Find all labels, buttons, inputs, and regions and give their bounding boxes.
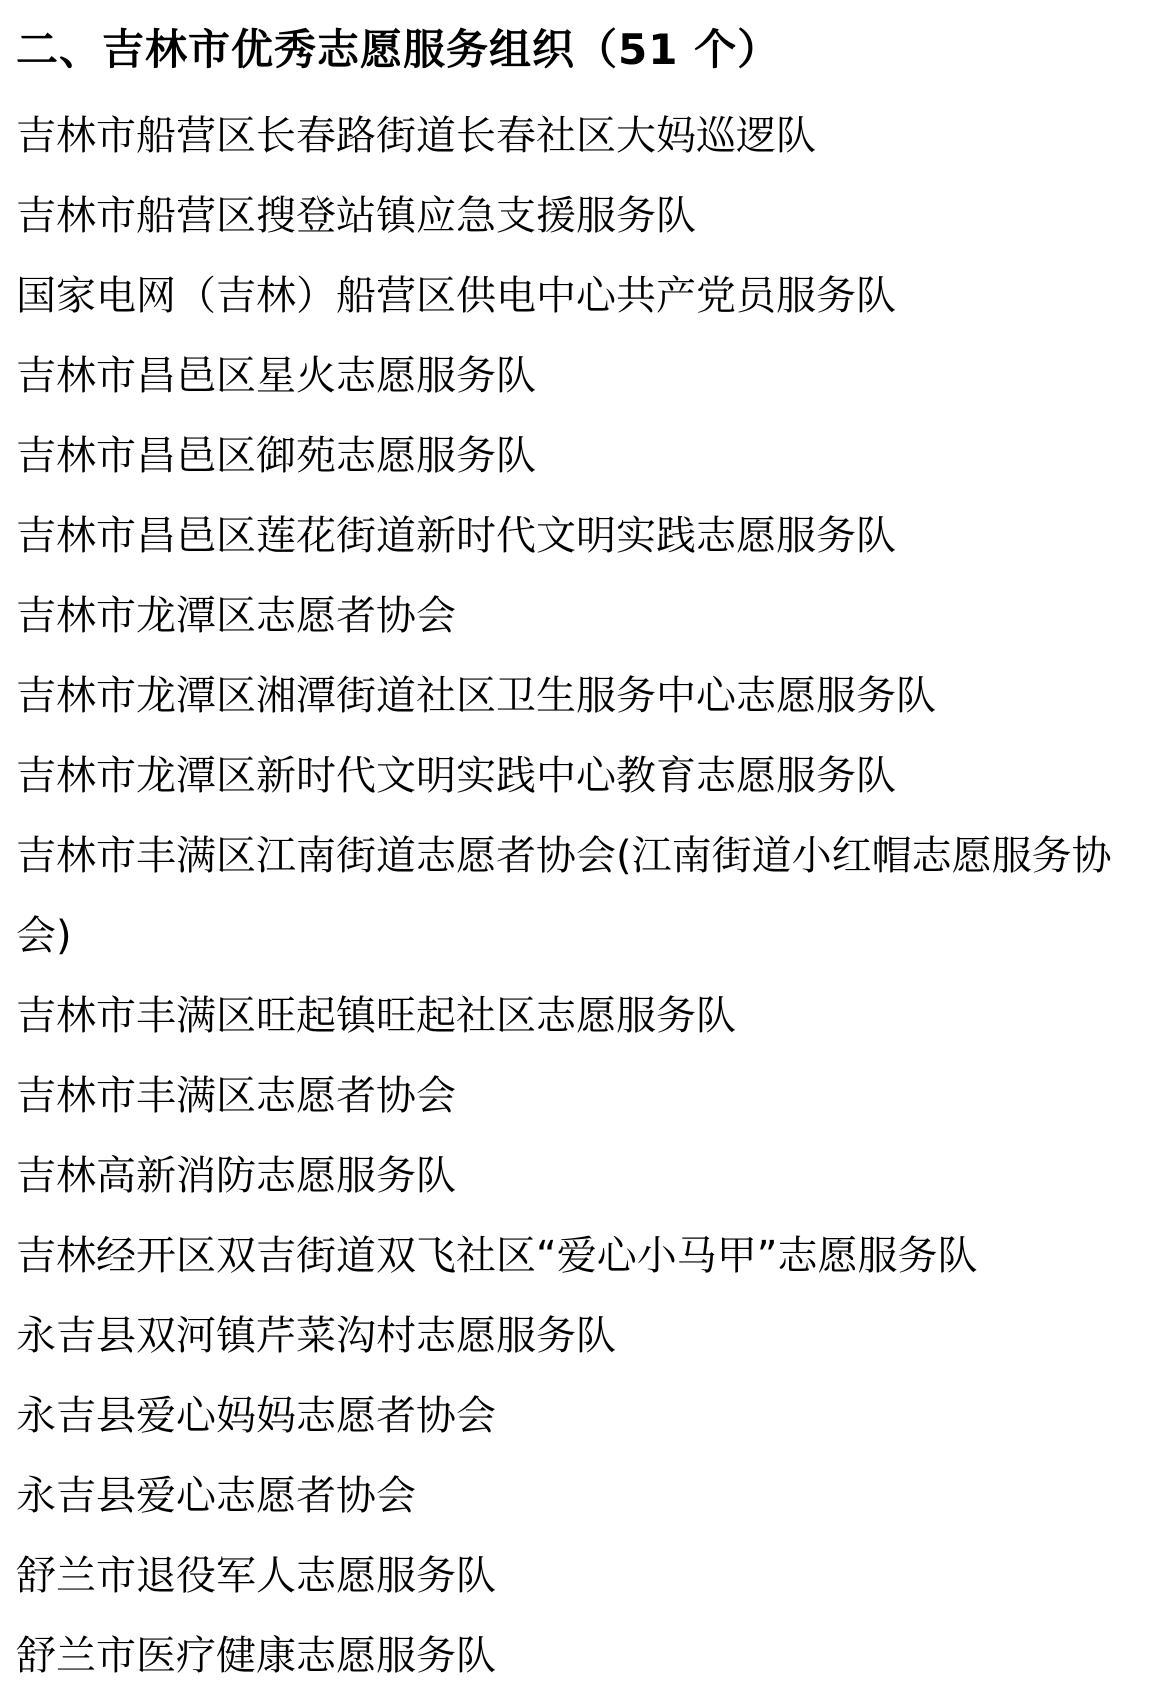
organization-item: 吉林市丰满区志愿者协会 [16,1073,456,1119]
organization-item: 舒兰市医疗健康志愿服务队 [16,1633,496,1679]
organization-item: 吉林市龙潭区湘潭街道社区卫生服务中心志愿服务队 [16,673,936,719]
organization-item: 永吉县爱心志愿者协会 [16,1473,416,1519]
organization-item: 吉林市船营区长春路街道长春社区大妈巡逻队 [16,113,816,159]
organization-item: 吉林高新消防志愿服务队 [16,1153,456,1199]
organization-item: 吉林市昌邑区星火志愿服务队 [16,353,536,399]
organization-list [16,96,1170,1696]
organization-item: 吉林市丰满区旺起镇旺起社区志愿服务队 [16,993,736,1039]
organization-item: 吉林市昌邑区莲花街道新时代文明实践志愿服务队 [16,513,896,559]
organization-item: 永吉县双河镇芹菜沟村志愿服务队 [16,1313,616,1359]
organization-item: 永吉县爱心妈妈志愿者协会 [16,1393,496,1439]
organization-item: 舒兰市退役军人志愿服务队 [16,1553,496,1599]
organization-item: 吉林市昌邑区御苑志愿服务队 [16,433,536,479]
organization-item: 吉林市船营区搜登站镇应急支援服务队 [16,193,696,239]
organization-item: 吉林经开区双吉街道双飞社区“爱心小马甲”志愿服务队 [16,1233,978,1279]
section-heading: 二、吉林市优秀志愿服务组织（51 个） [16,25,781,74]
organization-item: 吉林市龙潭区新时代文明实践中心教育志愿服务队 [16,753,896,799]
organization-item: 吉林市龙潭区志愿者协会 [16,593,456,639]
organization-item: 国家电网（吉林）船营区供电中心共产党员服务队 [16,273,896,319]
organization-item: 吉林市丰满区江南街道志愿者协会(江南街道小红帽志愿服务协会) [16,833,1112,959]
